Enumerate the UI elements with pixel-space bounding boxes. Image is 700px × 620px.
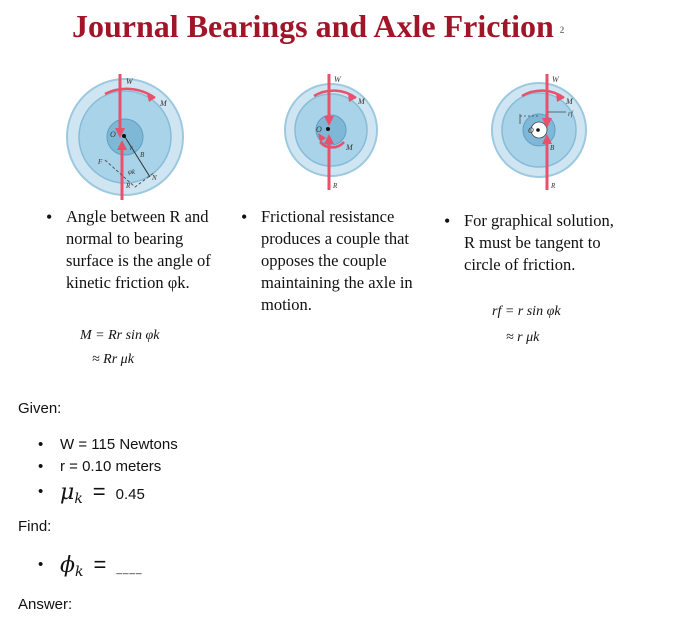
- find-label: Find:: [18, 518, 52, 535]
- label-m: M: [160, 99, 167, 108]
- answer-blank: ____: [116, 564, 143, 575]
- label-w: W: [334, 75, 341, 84]
- page-title: [72, 8, 564, 45]
- page-number: 2: [559, 24, 565, 35]
- given-item-radius: [38, 456, 178, 478]
- given-weight-text: W = 115 Newtons: [60, 436, 178, 453]
- bullet-dot: •: [46, 207, 53, 227]
- label-o: O: [110, 130, 116, 139]
- label-r: R: [333, 182, 338, 190]
- label-r: r: [130, 144, 133, 152]
- title-text: Journal Bearings and Axle Friction: [72, 8, 554, 44]
- label-r: R: [551, 182, 556, 190]
- given-item-weight: [38, 434, 178, 456]
- given-radius-text: r = 0.10 meters: [60, 458, 162, 475]
- bullet-column-1: [46, 206, 216, 294]
- journal-bearing-diagram-middle: [276, 72, 386, 192]
- equals-sign: =: [93, 552, 107, 577]
- given-item-mu: [38, 478, 178, 506]
- label-m: M: [358, 97, 365, 106]
- label-m2: M: [346, 143, 353, 152]
- phi-subscript: k: [75, 564, 84, 580]
- journal-bearing-diagram-left: [60, 72, 190, 202]
- label-b: B: [550, 144, 555, 152]
- label-m: M: [566, 97, 573, 106]
- equals-sign: =: [92, 479, 106, 504]
- bullet-text: Angle between R and normal to bearing surface is the angle of kinetic friction φk.: [66, 207, 211, 292]
- mu-subscript: k: [74, 491, 83, 507]
- bullet-dot: •: [444, 211, 451, 231]
- find-item-phi: [38, 550, 143, 580]
- bullet-dot: •: [38, 436, 44, 453]
- label-rk: R: [126, 182, 131, 190]
- bullet-column-2: [241, 206, 421, 316]
- label-b: B: [140, 151, 145, 159]
- mu-value: 0.45: [115, 486, 145, 503]
- label-f: F: [98, 158, 103, 166]
- bullet-dot: •: [38, 556, 44, 573]
- label-o: O: [316, 125, 322, 134]
- equation-right-2: ≈ r μk: [506, 330, 540, 345]
- bullet-text: For graphical solution, R must be tangent to circle of friction.: [464, 211, 614, 274]
- equation-left-2: ≈ Rr μk: [92, 352, 134, 367]
- phi-symbol: ϕ: [60, 553, 75, 578]
- given-list: [38, 434, 178, 506]
- label-n: N: [152, 174, 157, 182]
- bullet-dot: •: [38, 483, 44, 500]
- label-phi: φk: [128, 168, 135, 176]
- label-rf: rf: [568, 110, 573, 118]
- bullet-column-3: [444, 210, 614, 276]
- answer-label: Answer:: [18, 596, 73, 613]
- mu-symbol: μ: [60, 480, 75, 505]
- given-label: Given:: [18, 400, 62, 417]
- bullet-dot: •: [241, 207, 248, 227]
- equation-right-1: rf = r sin φk: [492, 304, 561, 319]
- label-w: W: [126, 77, 133, 86]
- bullet-dot: •: [38, 458, 44, 475]
- bullet-text: Frictional resistance produces a couple that opposes the couple maintaining the axle in motion.: [261, 207, 413, 314]
- label-w: W: [552, 75, 559, 84]
- equation-left-1: M = Rr sin φk: [80, 328, 160, 343]
- journal-bearing-diagram-right: [482, 72, 592, 192]
- label-o: O: [528, 126, 534, 135]
